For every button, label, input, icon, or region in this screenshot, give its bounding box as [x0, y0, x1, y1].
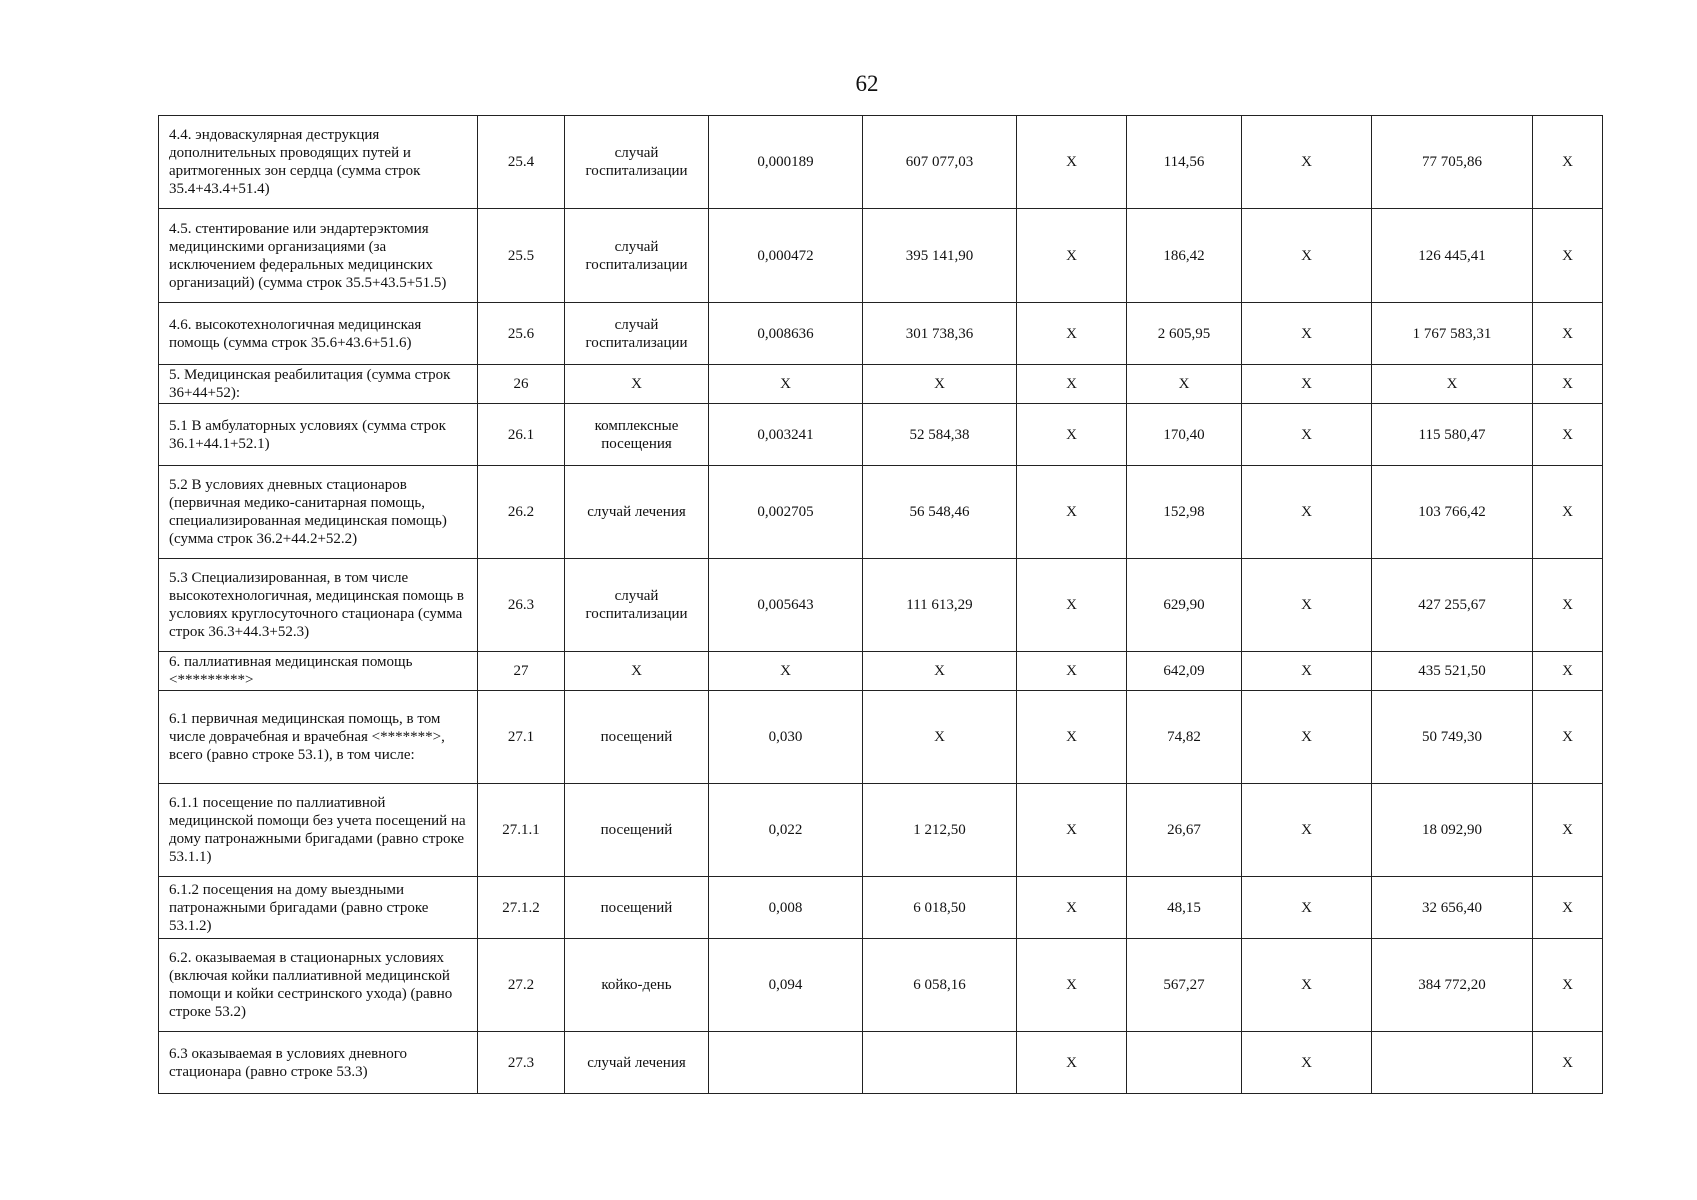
- value-cell: 629,90: [1127, 559, 1242, 652]
- value-cell: X: [1533, 691, 1603, 784]
- table-row: [159, 652, 1603, 691]
- value-cell: 77 705,86: [1372, 116, 1533, 209]
- volume-norm-cell: 0,000472: [709, 209, 863, 303]
- value-cell: 384 772,20: [1372, 939, 1533, 1032]
- row-number: 26: [478, 365, 565, 404]
- row-description: 6.1.1 посещение по паллиативной медицинской помощи без учета посещений на дому патронажными бригадами (равно строке 53.1.1): [159, 784, 478, 877]
- cost-norm-cell: 56 548,46: [863, 466, 1017, 559]
- value-cell: X: [1017, 303, 1127, 365]
- value-cell: 115 580,47: [1372, 404, 1533, 466]
- value-cell: X: [1533, 1032, 1603, 1094]
- row-number: 27.1: [478, 691, 565, 784]
- value-cell: X: [1242, 365, 1372, 404]
- value-cell: X: [1017, 939, 1127, 1032]
- cost-norm-cell: X: [863, 652, 1017, 691]
- unit-cell: случай госпитализации: [565, 209, 709, 303]
- row-description: 4.5. стентирование или эндартерэктомия медицинскими организациями (за исключением федеральных медицинских организаций) (сумма строк 35.5+43.5+51.5): [159, 209, 478, 303]
- value-cell: X: [1533, 877, 1603, 939]
- value-cell: X: [1017, 466, 1127, 559]
- value-cell: X: [1017, 652, 1127, 691]
- value-cell: [1127, 1032, 1242, 1094]
- table-row: [159, 1032, 1603, 1094]
- value-cell: X: [1533, 652, 1603, 691]
- unit-cell: случай госпитализации: [565, 559, 709, 652]
- volume-norm-cell: 0,094: [709, 939, 863, 1032]
- value-cell: 1 767 583,31: [1372, 303, 1533, 365]
- unit-cell: посещений: [565, 691, 709, 784]
- row-description: 6.1.2 посещения на дому выездными патронажными бригадами (равно строке 53.1.2): [159, 877, 478, 939]
- volume-norm-cell: [709, 1032, 863, 1094]
- row-number: 27.1.2: [478, 877, 565, 939]
- unit-cell: случай лечения: [565, 1032, 709, 1094]
- value-cell: 103 766,42: [1372, 466, 1533, 559]
- volume-norm-cell: 0,008: [709, 877, 863, 939]
- value-cell: X: [1017, 404, 1127, 466]
- volume-norm-cell: 0,008636: [709, 303, 863, 365]
- row-number: 27.2: [478, 939, 565, 1032]
- cost-norm-cell: 6 018,50: [863, 877, 1017, 939]
- value-cell: 114,56: [1127, 116, 1242, 209]
- row-number: 27.1.1: [478, 784, 565, 877]
- value-cell: X: [1533, 939, 1603, 1032]
- value-cell: X: [1017, 365, 1127, 404]
- value-cell: 50 749,30: [1372, 691, 1533, 784]
- value-cell: X: [1533, 559, 1603, 652]
- row-number: 25.4: [478, 116, 565, 209]
- value-cell: X: [1017, 209, 1127, 303]
- volume-norm-cell: 0,030: [709, 691, 863, 784]
- row-description: 6.2. оказываемая в стационарных условиях (включая койки паллиативной медицинской помощи и койки сестринского ухода) (равно строке 53.2): [159, 939, 478, 1032]
- row-number: 27: [478, 652, 565, 691]
- cost-norm-cell: 1 212,50: [863, 784, 1017, 877]
- value-cell: 18 092,90: [1372, 784, 1533, 877]
- value-cell: X: [1242, 559, 1372, 652]
- table-row: [159, 209, 1603, 303]
- row-description: 4.4. эндоваскулярная деструкция дополнительных проводящих путей и аритмогенных зон сердца (сумма строк 35.4+43.4+51.4): [159, 116, 478, 209]
- cost-norm-cell: 6 058,16: [863, 939, 1017, 1032]
- value-cell: X: [1242, 691, 1372, 784]
- value-cell: X: [1533, 365, 1603, 404]
- row-number: 25.6: [478, 303, 565, 365]
- cost-norm-cell: X: [863, 691, 1017, 784]
- value-cell: 427 255,67: [1372, 559, 1533, 652]
- unit-cell: посещений: [565, 784, 709, 877]
- value-cell: 74,82: [1127, 691, 1242, 784]
- row-description: 5.3 Специализированная, в том числе высокотехнологичная, медицинская помощь в условиях круглосуточного стационара (сумма строк 36.3+44.3+52.3): [159, 559, 478, 652]
- value-cell: 2 605,95: [1127, 303, 1242, 365]
- value-cell: X: [1017, 877, 1127, 939]
- value-cell: X: [1242, 404, 1372, 466]
- cost-norm-cell: 301 738,36: [863, 303, 1017, 365]
- volume-norm-cell: X: [709, 365, 863, 404]
- unit-cell: комплексные посещения: [565, 404, 709, 466]
- row-description: 5.2 В условиях дневных стационаров (первичная медико-санитарная помощь, специализированная медицинская помощь) (сумма строк 36.2+44.2+52.2): [159, 466, 478, 559]
- volume-norm-cell: 0,000189: [709, 116, 863, 209]
- unit-cell: койко-день: [565, 939, 709, 1032]
- row-number: 27.3: [478, 1032, 565, 1094]
- table-row: [159, 784, 1603, 877]
- cost-norm-cell: [863, 1032, 1017, 1094]
- value-cell: X: [1017, 784, 1127, 877]
- unit-cell: случай лечения: [565, 466, 709, 559]
- row-description: 6. паллиативная медицинская помощь <*********>: [159, 652, 478, 691]
- value-cell: X: [1017, 1032, 1127, 1094]
- value-cell: 32 656,40: [1372, 877, 1533, 939]
- table-row: [159, 116, 1603, 209]
- value-cell: X: [1533, 466, 1603, 559]
- value-cell: X: [1242, 466, 1372, 559]
- table-row: [159, 466, 1603, 559]
- value-cell: X: [1127, 365, 1242, 404]
- value-cell: X: [1017, 116, 1127, 209]
- unit-cell: случай госпитализации: [565, 116, 709, 209]
- row-description: 6.3 оказываемая в условиях дневного стационара (равно строке 53.3): [159, 1032, 478, 1094]
- value-cell: X: [1242, 877, 1372, 939]
- volume-norm-cell: 0,022: [709, 784, 863, 877]
- volume-norm-cell: 0,003241: [709, 404, 863, 466]
- unit-cell: посещений: [565, 877, 709, 939]
- table-row: [159, 691, 1603, 784]
- financing-table: [158, 115, 1603, 1094]
- value-cell: 26,67: [1127, 784, 1242, 877]
- table-row: [159, 365, 1603, 404]
- cost-norm-cell: 52 584,38: [863, 404, 1017, 466]
- cost-norm-cell: 111 613,29: [863, 559, 1017, 652]
- table-row: [159, 303, 1603, 365]
- volume-norm-cell: X: [709, 652, 863, 691]
- unit-cell: случай госпитализации: [565, 303, 709, 365]
- value-cell: X: [1533, 784, 1603, 877]
- value-cell: X: [1372, 365, 1533, 404]
- value-cell: X: [1242, 652, 1372, 691]
- row-number: 26.1: [478, 404, 565, 466]
- value-cell: X: [1242, 116, 1372, 209]
- value-cell: 186,42: [1127, 209, 1242, 303]
- value-cell: 642,09: [1127, 652, 1242, 691]
- value-cell: X: [1533, 404, 1603, 466]
- row-description: 5.1 В амбулаторных условиях (сумма строк 36.1+44.1+52.1): [159, 404, 478, 466]
- value-cell: X: [1017, 691, 1127, 784]
- value-cell: X: [1242, 939, 1372, 1032]
- value-cell: [1372, 1032, 1533, 1094]
- row-description: 4.6. высокотехнологичная медицинская помощь (сумма строк 35.6+43.6+51.6): [159, 303, 478, 365]
- row-description: 5. Медицинская реабилитация (сумма строк 36+44+52):: [159, 365, 478, 404]
- row-number: 25.5: [478, 209, 565, 303]
- value-cell: X: [1242, 209, 1372, 303]
- volume-norm-cell: 0,005643: [709, 559, 863, 652]
- value-cell: 152,98: [1127, 466, 1242, 559]
- value-cell: X: [1242, 784, 1372, 877]
- value-cell: 48,15: [1127, 877, 1242, 939]
- value-cell: X: [1017, 559, 1127, 652]
- row-number: 26.3: [478, 559, 565, 652]
- cost-norm-cell: X: [863, 365, 1017, 404]
- value-cell: X: [1533, 303, 1603, 365]
- table-row: [159, 559, 1603, 652]
- value-cell: X: [1242, 303, 1372, 365]
- value-cell: 435 521,50: [1372, 652, 1533, 691]
- value-cell: 170,40: [1127, 404, 1242, 466]
- page-number: 62: [855, 71, 879, 96]
- row-description: 6.1 первичная медицинская помощь, в том числе доврачебная и врачебная <*******>, всего (равно строке 53.1), в том числе:: [159, 691, 478, 784]
- cost-norm-cell: 395 141,90: [863, 209, 1017, 303]
- value-cell: X: [1242, 1032, 1372, 1094]
- unit-cell: X: [565, 365, 709, 404]
- row-number: 26.2: [478, 466, 565, 559]
- volume-norm-cell: 0,002705: [709, 466, 863, 559]
- value-cell: 126 445,41: [1372, 209, 1533, 303]
- unit-cell: X: [565, 652, 709, 691]
- value-cell: X: [1533, 209, 1603, 303]
- value-cell: 567,27: [1127, 939, 1242, 1032]
- value-cell: X: [1533, 116, 1603, 209]
- table-row: [159, 939, 1603, 1032]
- cost-norm-cell: 607 077,03: [863, 116, 1017, 209]
- table-row: [159, 877, 1603, 939]
- table-row: [159, 404, 1603, 466]
